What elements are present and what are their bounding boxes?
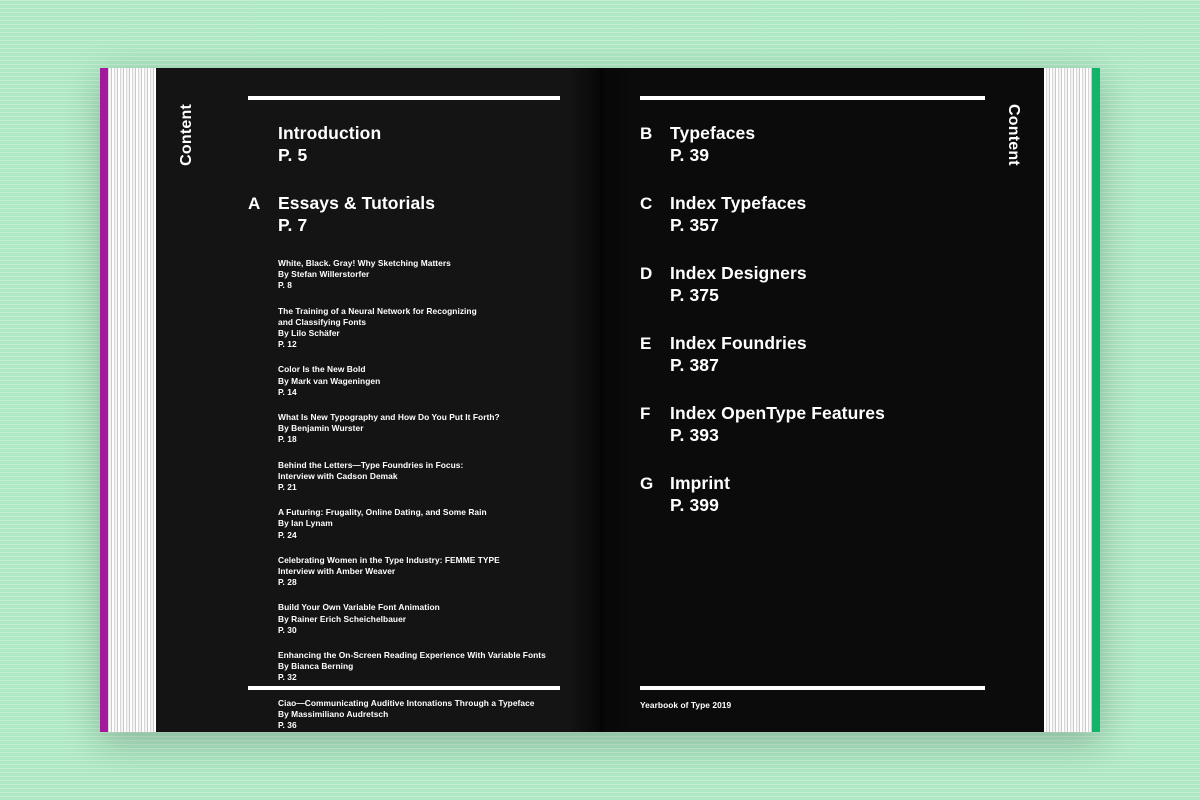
toc-entry-index-typefaces[interactable] [640, 192, 985, 236]
essay-author: By Rainer Erich Scheichelbauer [278, 613, 407, 624]
essay-page: P. 12 [278, 339, 297, 350]
toc-entry-letter: E [640, 334, 652, 353]
essay-title: Ciao—Communicating Auditive Intonations Through a Typeface [278, 697, 535, 708]
essay-author: By Benjamin Wurster [278, 423, 364, 434]
list-item[interactable] [278, 650, 560, 684]
toc-entry-index-opentype-features[interactable] [640, 402, 985, 446]
accent-bar-right [1092, 68, 1100, 732]
essay-title: Celebrating Women in the Type Industry: FEMME TYPE [278, 554, 500, 565]
toc-entry-page: P. 387 [670, 355, 719, 375]
toc-entry-page: P. 399 [670, 495, 719, 515]
essay-list [278, 258, 560, 731]
bottom-rule-right [640, 686, 985, 690]
list-item[interactable] [278, 460, 560, 494]
essay-page: P. 30 [278, 624, 297, 635]
toc-entry-letter: G [640, 474, 654, 493]
toc-entry-page: P. 5 [278, 145, 308, 165]
vertical-label-content-left: Content [178, 104, 195, 166]
toc-entry-letter [248, 122, 278, 123]
toc-entry-title: Index Designers [670, 263, 807, 283]
page-edge-left [100, 68, 156, 732]
list-item[interactable] [278, 412, 560, 446]
essay-page: P. 28 [278, 577, 297, 588]
essay-author: By Mark van Wageningen [278, 375, 381, 386]
toc-entry-page: P. 357 [670, 215, 719, 235]
toc-entry-typefaces[interactable] [640, 122, 985, 166]
list-item[interactable] [278, 364, 560, 398]
page-right [600, 68, 1044, 732]
toc-entry-title: Imprint [670, 473, 731, 493]
essay-title: Enhancing the On-Screen Reading Experience With Variable Fonts [278, 650, 546, 661]
essay-title: Color Is the New Bold [278, 364, 366, 375]
essay-title: Build Your Own Variable Font Animation [278, 602, 440, 613]
essay-title: The Training of a Neural Network for Recognizing [278, 305, 477, 316]
essay-page: P. 21 [278, 482, 297, 493]
essay-page: P. 24 [278, 529, 297, 540]
pages-container [156, 68, 1044, 732]
footer-text: Yearbook of Type 2019 [640, 700, 732, 710]
list-item[interactable] [278, 602, 560, 636]
page-left [156, 68, 600, 732]
list-item[interactable] [278, 507, 560, 541]
toc-entry-letter: B [640, 124, 653, 143]
essay-title: White, Black. Gray! Why Sketching Matters [278, 258, 451, 268]
accent-bar-left [100, 68, 108, 732]
book-spread [100, 68, 1100, 732]
essay-author: By Ian Lynam [278, 518, 333, 529]
toc-entry-imprint[interactable] [640, 472, 985, 516]
essay-author: By Massimiliano Audretsch [278, 708, 389, 719]
list-item[interactable] [278, 306, 560, 351]
essay-page: P. 8 [278, 280, 293, 291]
toc-entry-title: Index OpenType Features [670, 403, 885, 423]
toc-entry-essays-tutorials[interactable] [248, 192, 560, 236]
essay-page: P. 36 [278, 720, 297, 731]
essay-page: P. 14 [278, 386, 297, 397]
vertical-label-content-right: Content [1005, 104, 1022, 166]
essay-title-cont: and Classifying Fonts [278, 316, 367, 327]
list-item[interactable] [278, 258, 560, 292]
toc-entry-page: P. 7 [278, 215, 308, 235]
toc-entry-title: Index Typefaces [670, 193, 807, 213]
list-item[interactable] [278, 555, 560, 589]
bottom-rule-left [248, 686, 560, 690]
toc-column-left [248, 96, 560, 745]
toc-entry-title: Index Foundries [670, 333, 807, 353]
essay-author: By Lilo Schäfer [278, 328, 340, 339]
essay-page: P. 18 [278, 434, 297, 445]
toc-entry-letter: D [640, 264, 653, 283]
toc-entry-letter: F [640, 404, 651, 423]
toc-entry-introduction[interactable] [248, 122, 560, 166]
essay-title: Behind the Letters—Type Foundries in Focus: [278, 459, 464, 470]
essay-author: By Stefan Willerstorfer [278, 269, 370, 280]
toc-entry-letter: C [640, 194, 653, 213]
toc-entry-index-designers[interactable] [640, 262, 985, 306]
list-item[interactable] [278, 698, 560, 732]
top-rule-left [248, 96, 560, 100]
essay-author: By Bianca Berning [278, 661, 354, 672]
essay-title: A Futuring: Frugality, Online Dating, and Some Rain [278, 507, 487, 518]
essay-title-cont: Interview with Cadson Demak [278, 470, 398, 481]
essay-page: P. 32 [278, 672, 297, 683]
toc-entry-page: P. 375 [670, 285, 719, 305]
top-rule-right [640, 96, 985, 100]
toc-column-right [640, 96, 985, 516]
toc-entry-letter: A [248, 194, 261, 213]
toc-entry-page: P. 393 [670, 425, 719, 445]
essay-title-cont: Interview with Amber Weaver [278, 566, 396, 577]
toc-entry-title: Essays & Tutorials [278, 193, 436, 213]
toc-entry-index-foundries[interactable] [640, 332, 985, 376]
essay-title: What Is New Typography and How Do You Put It Forth? [278, 412, 500, 423]
toc-entry-title: Typefaces [670, 123, 756, 143]
toc-entry-title: Introduction [278, 123, 382, 143]
toc-entry-page: P. 39 [670, 145, 710, 165]
